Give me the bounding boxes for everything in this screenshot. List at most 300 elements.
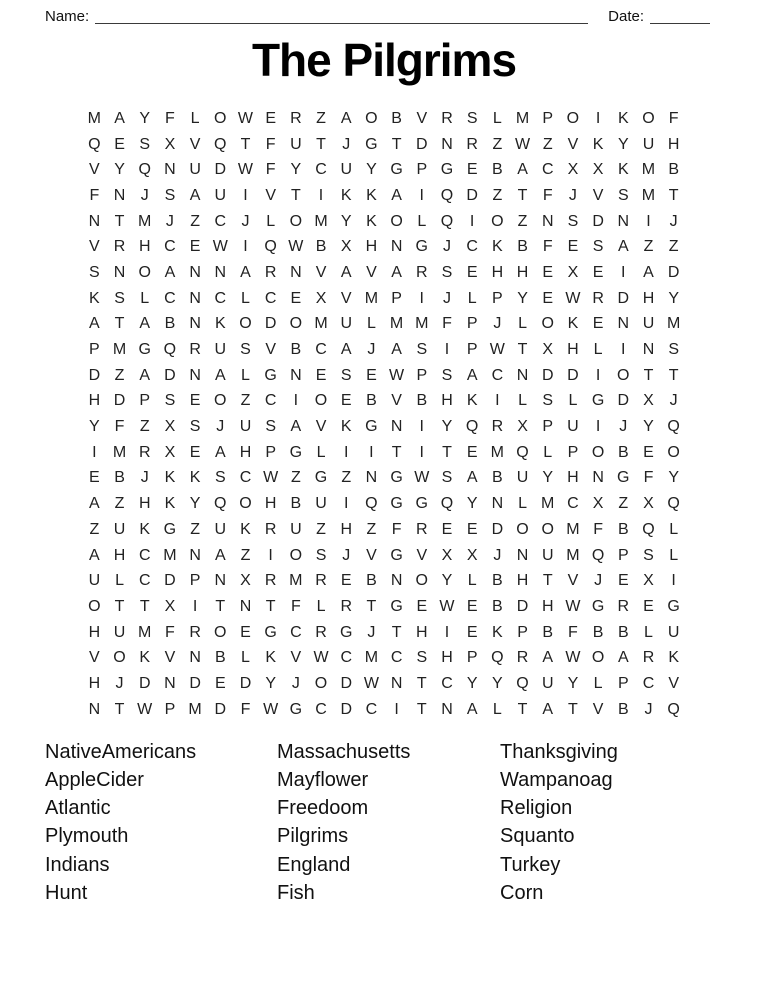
grid-letter: C [441,674,453,692]
grid-letter: Z [139,418,150,436]
grid-letter: S [617,186,629,204]
grid-letter: C [138,572,151,590]
grid-letter: Z [316,109,326,127]
grid-letter: G [667,597,680,615]
grid-letter: S [214,469,226,487]
grid-letter: C [466,238,478,256]
grid-letter: E [592,263,604,281]
grid-letter: A [340,341,352,359]
grid-letter: X [340,238,352,256]
grid-letter: C [541,161,554,179]
grid-letter: D [491,520,504,538]
grid-letter: A [391,186,402,204]
grid-letter: G [365,135,378,153]
grid-letter: R [189,341,201,359]
grid-letter: O [239,315,252,333]
grid-letter: R [315,623,327,641]
grid-letter: D [239,674,252,692]
grid-letter: K [592,135,604,153]
word-list-item: Hunt [45,881,88,904]
grid-letter: F [542,238,553,256]
word-list-item: Freedoom [277,797,369,820]
grid-letter: J [291,674,300,692]
grid-letter: O [516,520,529,538]
grid-letter: M [641,161,656,179]
grid-letter: J [442,238,451,256]
grid-letter: A [391,263,402,281]
grid-letter: X [567,161,579,179]
grid-letter: W [212,238,228,256]
grid-letter: A [114,109,125,127]
grid-letter: E [466,623,478,641]
grid-letter: T [290,186,301,204]
grid-letter: I [318,186,324,204]
grid-letter: N [88,212,101,230]
grid-letter: C [315,341,327,359]
grid-letter: E [114,135,125,153]
grid-letter: Q [214,495,227,513]
grid-letter: X [643,392,654,410]
grid-letter: O [642,109,655,127]
grid-letter: D [516,597,529,615]
grid-letter: D [164,366,176,384]
grid-letter: C [491,366,504,384]
grid-letter: U [642,135,655,153]
grid-letter: B [290,341,302,359]
grid-letter: H [88,392,101,410]
grid-letter: V [668,674,679,692]
grid-letter: B [517,238,528,256]
grid-letter: E [466,520,478,538]
grid-letter: F [568,623,578,641]
grid-letter: V [315,418,327,436]
grid-letter: R [113,238,126,256]
grid-letter: Q [440,495,454,513]
grid-letter: T [416,674,427,692]
grid-letter: J [342,546,351,564]
grid-letter: Q [365,495,378,513]
grid-letter: C [290,623,302,641]
grid-letter: O [214,392,227,410]
grid-letter: B [668,161,679,179]
grid-letter: L [241,649,250,667]
page-title: The Pilgrims [251,34,517,86]
grid-letter: B [366,392,377,410]
grid-letter: X [466,546,478,564]
grid-letter: S [416,341,428,359]
grid-letter: M [289,572,303,590]
grid-letter: H [567,341,579,359]
word-list-item: Mayflower [277,768,369,791]
grid-letter: A [89,495,100,513]
grid-letter: P [617,674,629,692]
grid-letter: S [441,263,453,281]
grid-letter: Q [440,186,454,204]
grid-letter: G [163,520,177,538]
grid-letter: Q [642,520,655,538]
grid-letter: Z [316,520,326,538]
grid-letter: Q [264,238,277,256]
grid-letter: A [466,469,478,487]
grid-letter: M [566,520,580,538]
grid-letter: G [314,469,328,487]
grid-letter: T [366,597,377,615]
grid-letter: Z [290,469,301,487]
grid-letter: W [414,469,430,487]
grid-letter: W [237,109,254,127]
grid-letter: R [290,109,302,127]
grid-letter: A [89,546,100,564]
grid-letter: T [114,212,125,230]
grid-letter: O [88,597,101,615]
grid-letter: I [671,572,676,590]
grid-letter: A [466,366,478,384]
grid-letter: M [314,212,328,230]
word-list-item: AppleCider [45,768,144,791]
grid-letter: A [214,443,226,461]
grid-letter: U [113,623,126,641]
grid-letter: I [419,289,424,307]
grid-letter: O [541,315,554,333]
grid-letter: Y [517,289,528,307]
grid-letter: E [466,597,478,615]
grid-letter: P [617,546,629,564]
grid-letter: N [390,572,403,590]
grid-letter: M [666,315,681,333]
grid-letter: V [567,572,579,590]
grid-letter: A [542,700,554,718]
grid-letter: D [466,186,478,204]
grid-letter: E [214,674,226,692]
grid-letter: X [164,597,176,615]
grid-letter: J [594,572,603,590]
grid-letter: E [643,597,654,615]
grid-letter: I [595,109,601,127]
grid-letter: E [265,109,276,127]
grid-letter: E [89,469,100,487]
grid-letter: N [164,674,176,692]
grid-letter: V [567,135,579,153]
name-label: Name: [45,8,90,25]
grid-letter: C [264,392,277,410]
grid-letter: Y [668,469,679,487]
grid-letter: W [389,366,405,384]
grid-letter: V [89,161,100,179]
grid-letter: Y [466,674,478,692]
word-list-item: NativeAmericans [45,740,197,763]
grid-letter: C [315,161,327,179]
grid-letter: L [417,212,427,230]
grid-letter: G [591,392,605,410]
grid-letter: N [441,135,453,153]
grid-letter: L [241,366,250,384]
grid-letter: R [592,289,604,307]
grid-letter: N [516,546,529,564]
grid-letter: W [313,649,329,667]
grid-letter: O [289,212,303,230]
grid-letter: J [644,700,653,718]
grid-letter: H [365,238,378,256]
grid-letter: O [667,443,680,461]
grid-letter: P [416,366,428,384]
grid-letter: G [390,495,403,513]
grid-letter: N [290,263,302,281]
grid-letter: J [367,623,376,641]
grid-letter: A [391,341,402,359]
grid-letter: L [669,520,679,538]
grid-letter: K [240,520,251,538]
grid-letter: E [340,392,352,410]
grid-letter: O [314,392,328,410]
grid-letter: V [391,392,402,410]
grid-letter: D [617,289,630,307]
grid-letter: C [264,289,277,307]
grid-letter: X [592,495,604,513]
grid-letter: Q [214,135,227,153]
grid-letter: F [165,109,175,127]
grid-letter: A [89,315,100,333]
grid-letter: N [189,366,201,384]
grid-letter: N [239,597,252,615]
grid-letter: Z [240,392,251,410]
grid-letter: J [241,212,250,230]
grid-letter: G [365,418,378,436]
grid-letter: D [617,392,630,410]
grid-letter: S [441,366,453,384]
grid-letter: B [617,520,629,538]
grid-letter: N [441,700,453,718]
grid-letter: B [492,469,503,487]
grid-letter: X [643,572,654,590]
grid-letter: O [541,520,554,538]
grid-letter: E [189,443,201,461]
grid-letter: B [492,597,503,615]
grid-letter: H [491,263,504,281]
grid-letter: P [139,392,151,410]
grid-letter: O [314,674,328,692]
grid-letter: D [189,674,201,692]
grid-letter: K [89,289,100,307]
grid-letter: A [189,186,201,204]
grid-letter: K [265,649,276,667]
grid-letter: N [88,700,101,718]
grid-letter: U [516,469,529,487]
grid-letter: E [542,289,554,307]
grid-letter: T [240,135,251,153]
grid-letter: Y [114,161,125,179]
grid-letter: B [416,392,428,410]
grid-letter: A [517,161,528,179]
grid-letter: M [87,109,101,127]
grid-letter: F [240,700,251,718]
grid-letter: X [164,418,176,436]
grid-letter: G [440,161,454,179]
grid-letter: M [541,495,555,513]
grid-letter: H [113,546,126,564]
word-list-item: Turkey [500,853,561,876]
grid-letter: J [442,289,451,307]
grid-letter: W [565,597,581,615]
grid-letter: W [288,238,304,256]
grid-letter: Z [618,495,629,513]
grid-letter: E [466,161,478,179]
grid-letter: A [542,649,554,667]
grid-letter: S [567,212,579,230]
grid-letter: P [542,418,554,436]
grid-letter: P [517,623,528,641]
grid-letter: R [491,418,504,436]
grid-letter: B [315,238,327,256]
grid-letter: C [214,289,227,307]
grid-letter: C [164,289,176,307]
grid-letter: V [265,186,276,204]
worksheet-page [0,6,768,1000]
grid-letter: S [668,341,679,359]
grid-letter: E [441,520,453,538]
grid-letter: K [214,315,226,333]
grid-letter: Y [89,418,100,436]
grid-letter: Y [265,674,276,692]
grid-letter: O [138,263,151,281]
grid-letter: W [263,469,279,487]
grid-letter: F [114,418,125,436]
grid-letter: K [617,161,629,179]
word-list [45,738,768,908]
grid-letter: C [164,238,176,256]
grid-letter: S [265,418,276,436]
grid-letter: U [239,418,252,436]
grid-letter: F [290,597,301,615]
grid-letter: O [491,212,504,230]
grid-letter: N [290,366,302,384]
grid-letter: A [214,546,226,564]
grid-letter: F [442,315,452,333]
grid-letter: Q [516,674,529,692]
grid-letter: Y [290,161,302,179]
grid-letter: H [138,495,151,513]
grid-letter: P [466,649,478,667]
grid-letter: Q [591,546,605,564]
grid-letter: O [591,649,605,667]
grid-letter: O [289,315,303,333]
grid-letter: M [364,649,379,667]
grid-letter: J [619,418,628,436]
date-label: Date: [608,8,644,25]
grid-letter: V [340,289,352,307]
grid-letter: O [566,109,580,127]
grid-letter: Z [114,495,125,513]
grid-letter: K [366,212,377,230]
grid-letter: S [164,186,176,204]
grid-letter: Y [466,495,478,513]
grid-letter: R [340,597,352,615]
grid-letter: C [365,700,378,718]
grid-letter: V [592,700,604,718]
grid-letter: D [592,212,604,230]
grid-letter: F [165,623,175,641]
grid-letter: I [243,186,248,204]
grid-letter: U [214,186,227,204]
word-list-column [500,738,768,908]
grid-letter: R [315,572,327,590]
grid-letter: T [391,443,402,461]
grid-letter: Y [441,418,453,436]
grid-letter: R [416,263,428,281]
grid-letter: K [189,469,201,487]
grid-letter: O [214,623,227,641]
grid-letter: Z [492,135,503,153]
word-list-item: England [277,853,351,876]
grid-letter: Y [189,495,201,513]
grid-letter: L [366,315,376,333]
grid-letter: C [138,546,151,564]
grid-letter: C [642,674,655,692]
grid-letter: Z [517,212,528,230]
grid-letter: R [617,597,630,615]
word-list-item: Pilgrims [277,825,349,848]
grid-letter: C [567,495,579,513]
grid-letter: J [140,186,149,204]
grid-letter: W [565,289,581,307]
grid-letter: Q [667,700,680,718]
grid-letter: M [163,546,177,564]
grid-letter: N [189,649,201,667]
grid-letter: E [466,263,478,281]
grid-letter: W [439,597,455,615]
grid-letter: L [543,443,553,461]
grid-letter: S [139,135,151,153]
grid-letter: A [340,109,352,127]
grid-letter: A [643,263,654,281]
grid-letter: T [391,623,402,641]
grid-letter: N [541,212,554,230]
grid-letter: I [243,238,248,256]
grid-letter: E [416,597,428,615]
grid-letter: O [390,212,403,230]
grid-letter: N [113,186,126,204]
grid-letter: H [642,289,655,307]
grid-letter: X [315,289,327,307]
grid-letter: H [667,135,680,153]
grid-letter: C [239,469,252,487]
grid-letter: F [542,186,553,204]
grid-letter: D [340,674,352,692]
grid-letter: I [293,392,299,410]
grid-letter: L [467,289,477,307]
name-blank-line [95,22,588,24]
grid-letter: K [164,469,176,487]
grid-letter: T [517,341,528,359]
grid-letter: C [340,649,352,667]
grid-letter: U [541,674,554,692]
grid-letter: U [340,315,352,333]
grid-letter: N [390,238,403,256]
grid-letter: H [264,495,277,513]
grid-letter: Y [139,109,151,127]
grid-letter: D [164,572,176,590]
grid-letter: Z [643,238,654,256]
grid-letter: A [617,238,629,256]
grid-letter: Q [491,649,504,667]
grid-letter: M [138,623,152,641]
grid-letter: E [290,289,302,307]
grid-letter: V [315,263,327,281]
grid-letter: O [365,109,378,127]
grid-letter: Q [138,161,151,179]
grid-letter: H [516,572,529,590]
grid-letter: T [542,572,553,590]
grid-letter: J [568,186,577,204]
